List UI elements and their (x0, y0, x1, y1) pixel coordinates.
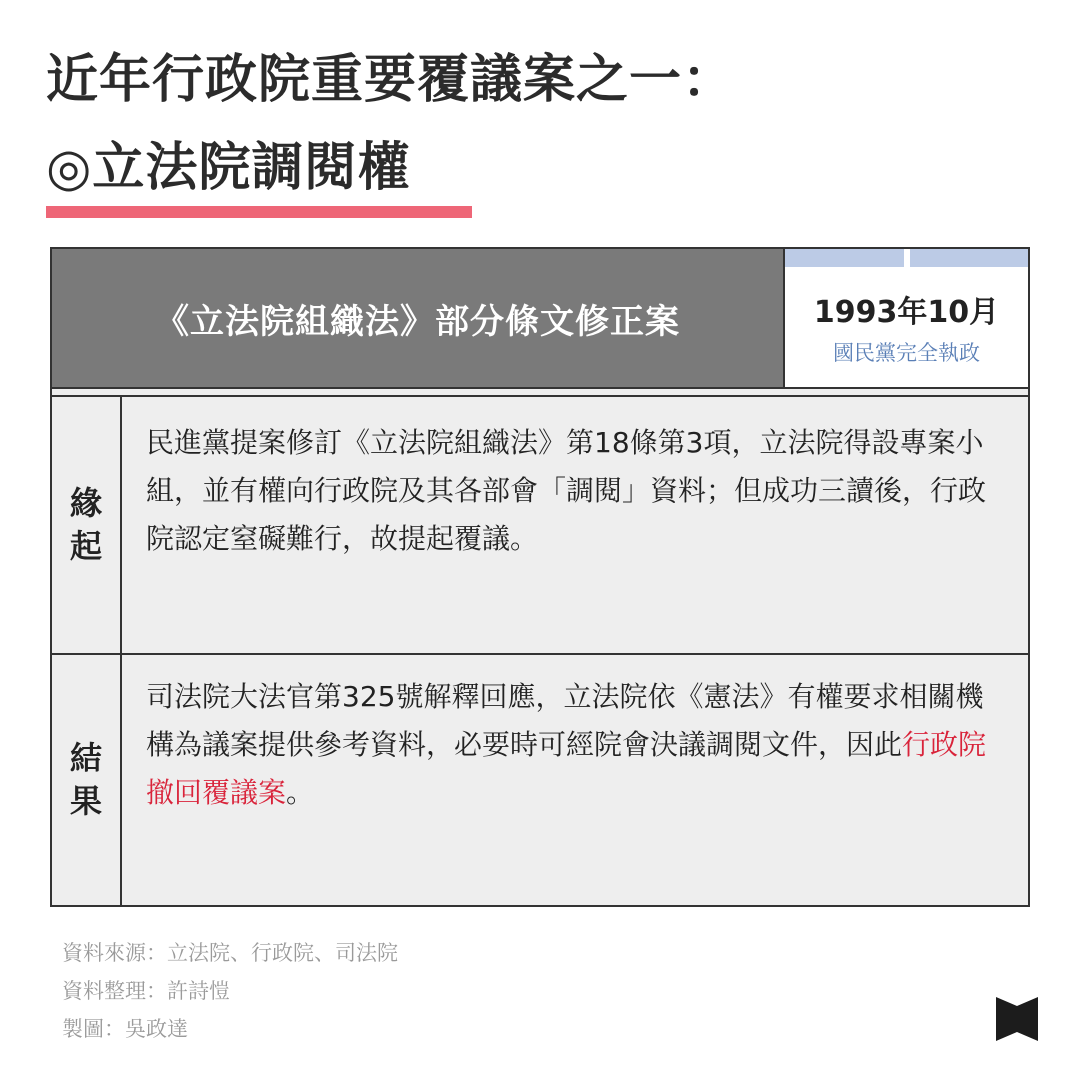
row-text-result (146, 673, 1006, 817)
table-header-date-box (783, 249, 1028, 387)
row-label-char: 結 (69, 738, 102, 777)
table-regime: 國民黨完全執政 (833, 341, 980, 365)
row-label-char: 起 (69, 527, 102, 565)
result-highlight: 行政院撤回覆議案 (146, 728, 987, 809)
row-text-origin: 民進黨提案修訂《立法院組織法》第18條第3項，立法院得設專案小組，並有權向行政院及其各部會「調閱」資料；但成功三讀後，行政院認定窒礙難行，故提起覆議。 (146, 426, 987, 555)
date-bar-segment (910, 249, 1028, 267)
bowtie-logo-icon (996, 997, 1038, 1041)
page-title-line2: ◎立法院調閱權 (46, 138, 411, 198)
header-divider (52, 387, 1028, 389)
footer-source: 資料來源：立法院、行政院、司法院 (62, 941, 398, 965)
header-divider (52, 395, 1028, 397)
footer-organizer: 資料整理：許詩愷 (62, 979, 230, 1003)
title-underline (46, 206, 472, 218)
label-column-divider (120, 655, 122, 905)
row-label-char: 緣 (69, 483, 102, 522)
table-date: 1993年10月 (813, 295, 1000, 330)
row-label-origin (52, 397, 120, 653)
row-label-result (52, 655, 120, 905)
page-title-line1: 近年行政院重要覆議案之一： (46, 50, 736, 110)
row-label-char: 果 (69, 782, 102, 820)
row-divider (52, 653, 1028, 655)
date-bar-segment (785, 249, 904, 267)
info-table (50, 247, 1030, 907)
result-text-body: 司法院大法官第325號解釋回應，立法院依《憲法》有權要求相關機構為議案提供參考資料，必要時可經院會決議調閱文件，因此 (146, 680, 984, 761)
label-column-divider (120, 397, 122, 653)
footer-designer: 製圖：吳政達 (62, 1017, 188, 1041)
result-text-end: 。 (286, 776, 315, 809)
table-header-title: 《立法院組織法》部分條文修正案 (52, 249, 783, 387)
